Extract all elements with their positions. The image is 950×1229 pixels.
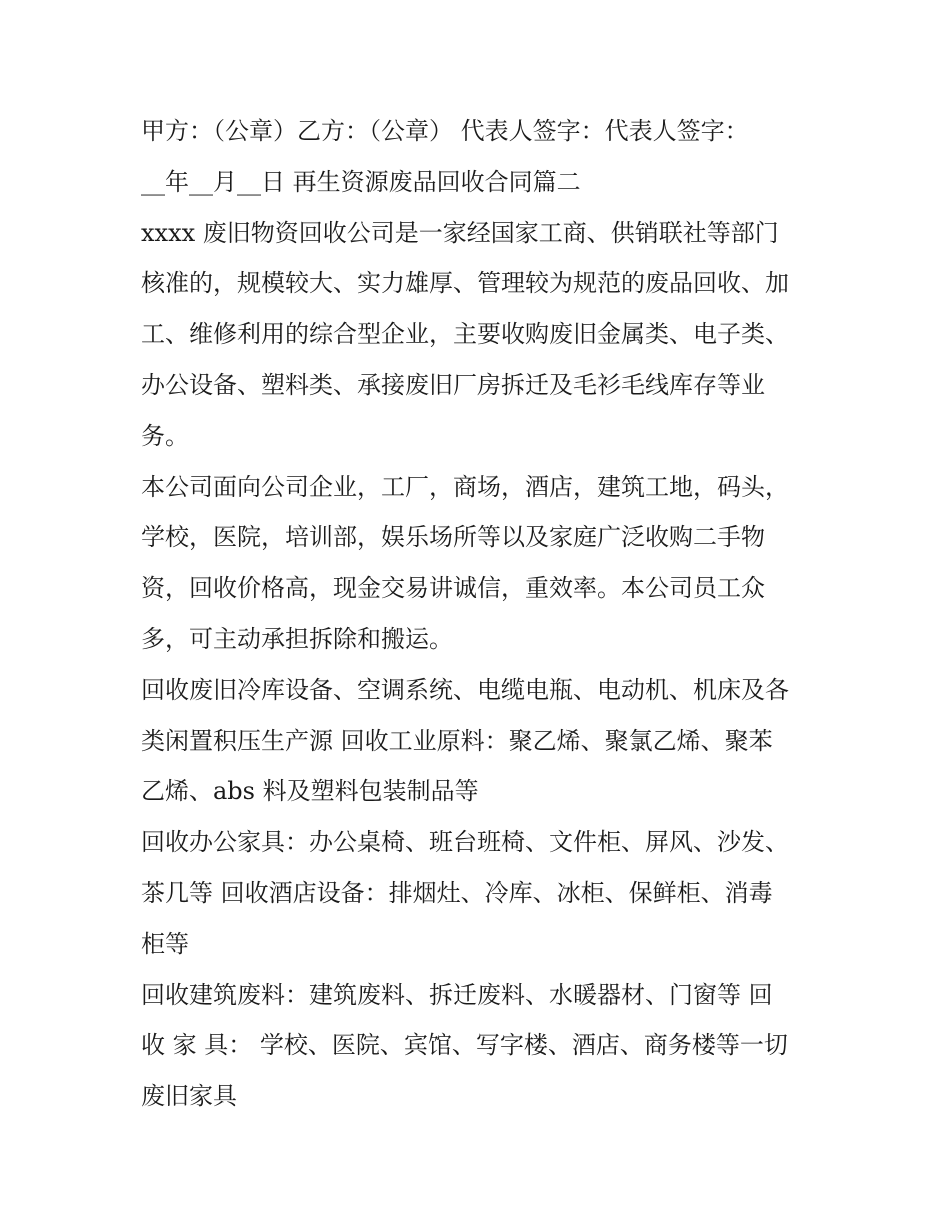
text-line: 本公司面向公司企业，工厂，商场，酒店，建筑工地，码头， — [141, 472, 789, 501]
text-line: 乙烯、abs 料及塑料包装制品等 — [141, 777, 479, 806]
text-line: 废旧家具 — [141, 1082, 237, 1111]
text-line: 回收废旧冷库设备、空调系统、电缆电瓶、电动机、机床及各 — [141, 675, 789, 704]
text-line: 学校，医院，培训部，娱乐场所等以及家庭广泛收购二手物 — [141, 523, 765, 552]
text-line: 资，回收价格高，现金交易讲诚信，重效率。本公司员工众 — [141, 574, 765, 603]
text-line: 柜等 — [141, 929, 189, 958]
text-line: 类闲置积压生产源 回收工业原料：聚乙烯、聚氯乙烯、聚苯 — [141, 726, 773, 755]
text-line: 收 家 具： 学校、医院、宾馆、写字楼、酒店、商务楼等一切 — [141, 1031, 788, 1060]
text-line: 工、维修利用的综合型企业，主要收购废旧金属类、电子类、 — [141, 320, 789, 349]
text-line: 甲方：（公章）乙方：（公章） 代表人签字：代表人签字： — [141, 117, 749, 145]
text-line: 办公设备、塑料类、承接废旧厂房拆迁及毛衫毛线库存等业 — [141, 370, 765, 399]
text-line: 务。 — [141, 421, 189, 450]
text-line: 回收办公家具：办公桌椅、班台班椅、文件柜、屏风、沙发、 — [141, 828, 789, 857]
text-line: 茶几等 回收酒店设备：排烟灶、冷库、冰柜、保鲜柜、消毒 — [141, 878, 773, 907]
text-line: 多，可主动承担拆除和搬运。 — [141, 624, 453, 653]
text-line: 回收建筑废料：建筑废料、拆迁废料、水暖器材、门窗等 回 — [141, 980, 773, 1009]
text-line: __年__月__日 再生资源废品回收合同篇二 — [141, 167, 581, 196]
text-line: 核准的，规模较大、实力雄厚、管理较为规范的废品回收、加 — [141, 269, 789, 298]
text-line: xxxx 废旧物资回收公司是一家经国家工商、供销联社等部门 — [141, 218, 779, 247]
document-body — [141, 106, 813, 1122]
